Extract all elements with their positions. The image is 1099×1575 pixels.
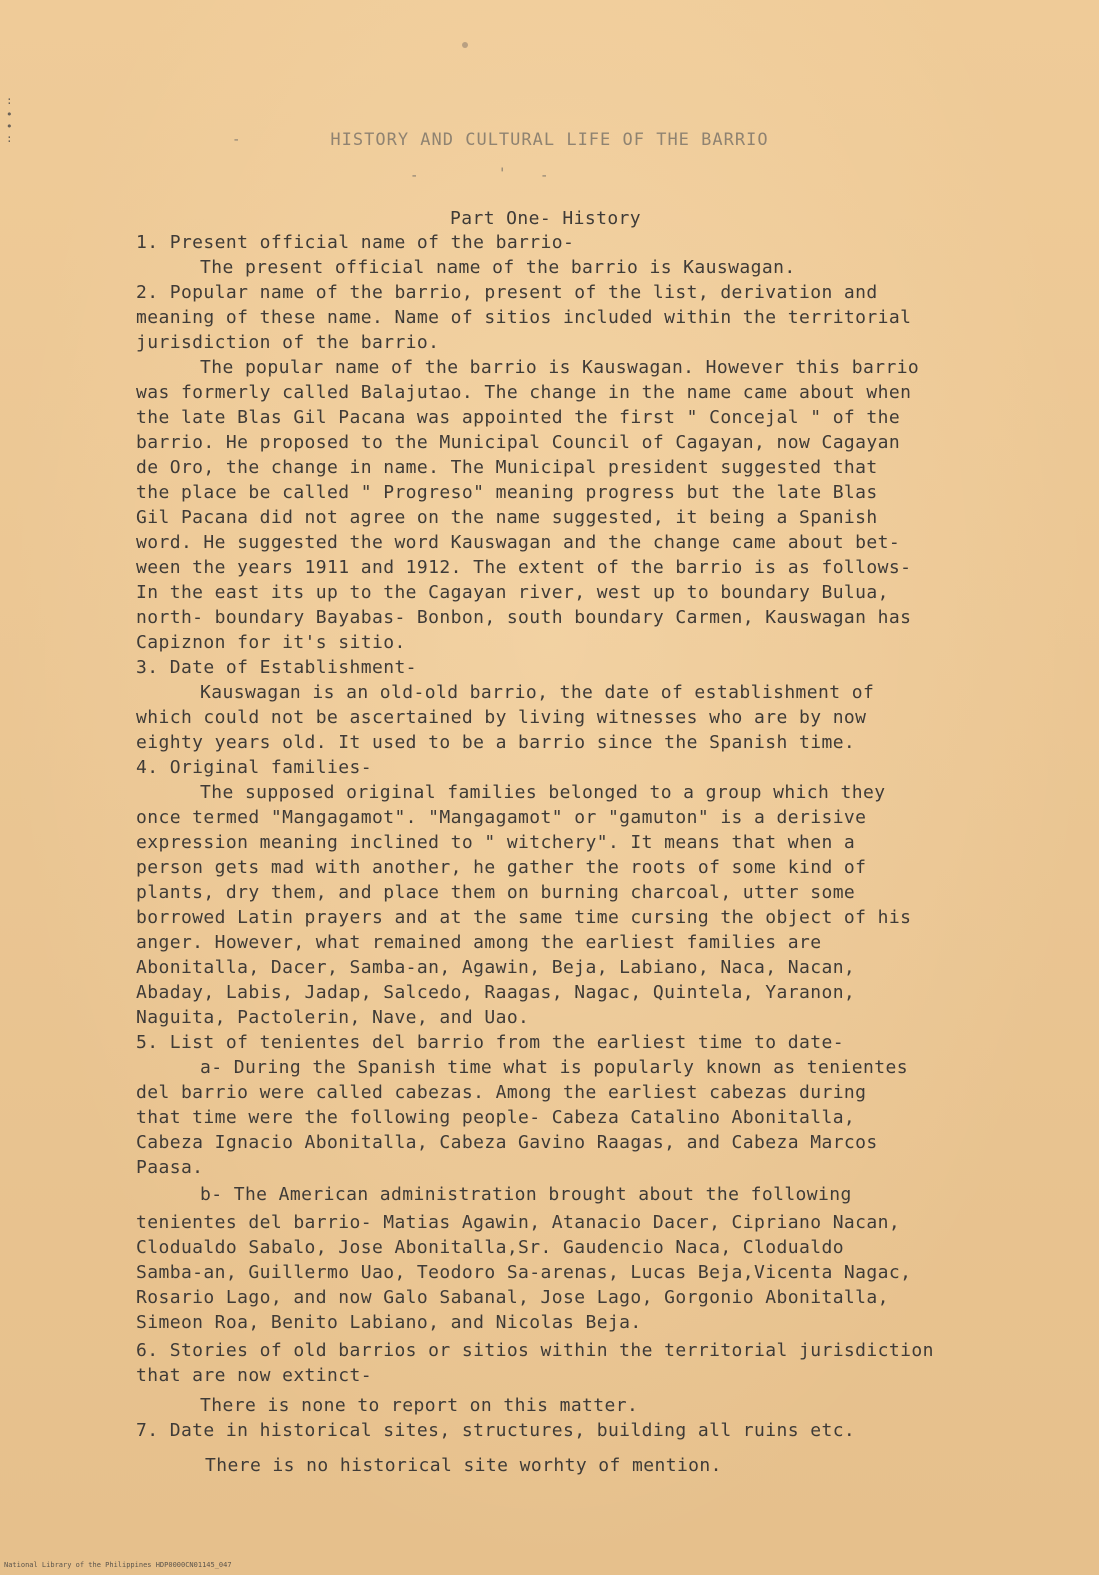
punch-mark <box>462 42 468 48</box>
paragraph-line: anger. However, what remained among the earliest families are <box>136 932 822 953</box>
paragraph-line: eighty years old. It used to be a barrio since the Spanish time. <box>136 732 856 753</box>
margin-mark: : <box>6 94 13 107</box>
paragraph-line: plants, dry them, and place them on burning charcoal, utter some <box>136 882 856 903</box>
dash-mark: - <box>540 168 549 184</box>
paragraph-line: ween the years 1911 and 1912. The extent of the barrio is as follows- <box>136 557 912 578</box>
paragraph-line: Clodualdo Sabalo, Jose Abonitalla,Sr. Gaudencio Naca, Clodualdo <box>136 1237 844 1258</box>
paragraph-line: There is no historical site worhty of mention. <box>205 1455 722 1476</box>
paragraph-line: barrio. He proposed to the Municipal Council of Cagayan, now Cagayan <box>136 432 901 453</box>
document-title: HISTORY AND CULTURAL LIFE OF THE BARRIO <box>330 130 769 150</box>
paragraph-line: which could not be ascertained by living witnesses who are by now <box>136 707 867 728</box>
margin-mark: : <box>6 132 13 145</box>
paragraph-line: Naguita, Pactolerin, Nave, and Uao. <box>136 1007 530 1028</box>
paragraph-line: del barrio were called cabezas. Among the earliest cabezas during <box>136 1082 867 1103</box>
margin-mark: • <box>6 120 13 133</box>
margin-mark: • <box>6 108 13 121</box>
section-heading: 1. Present official name of the barrio- <box>136 232 575 253</box>
paragraph-line: the late Blas Gil Pacana was appointed the first " Concejal " of the <box>136 407 901 428</box>
paragraph-line: Cabeza Ignacio Abonitalla, Cabeza Gavino Raagas, and Cabeza Marcos <box>136 1132 878 1153</box>
paragraph-line: tenientes del barrio- Matias Agawin, Atanacio Dacer, Cipriano Nacan, <box>136 1212 901 1233</box>
paragraph-line: b- The American administration brought about the following <box>200 1184 852 1205</box>
paragraph-line: a- During the Spanish time what is popularly known as tenientes <box>200 1057 908 1078</box>
paragraph-line: Abaday, Labis, Jadap, Salcedo, Raagas, Nagac, Quintela, Yaranon, <box>136 982 856 1003</box>
paragraph-line: north- boundary Bayabas- Bonbon, south boundary Carmen, Kauswagan has <box>136 607 912 628</box>
dash-mark: - <box>232 132 241 148</box>
section-heading: 2. Popular name of the barrio, present of the list, derivation and <box>136 282 878 303</box>
paragraph-line: The present official name of the barrio is Kauswagan. <box>200 257 796 278</box>
section-heading: 6. Stories of old barrios or sitios within the territorial jurisdiction <box>136 1340 934 1361</box>
paragraph-line: the place be called " Progreso" meaning progress but the late Blas <box>136 482 878 503</box>
paragraph-line: that time were the following people- Cabeza Catalino Abonitalla, <box>136 1107 856 1128</box>
archive-footer: National Library of the Philippines HDP0000CN01145_047 <box>4 1561 232 1569</box>
paragraph-line: was formerly called Balajutao. The change in the name came about when <box>136 382 912 403</box>
dash-mark: ' <box>498 166 507 182</box>
section-heading: 3. Date of Establishment- <box>136 657 417 678</box>
paragraph-line: There is none to report on this matter. <box>200 1395 639 1416</box>
paragraph-line: that are now extinct- <box>136 1365 372 1386</box>
paragraph-line: meaning of these name. Name of sitios included within the territorial <box>136 307 912 328</box>
section-heading: 7. Date in historical sites, structures, building all ruins etc. <box>136 1420 856 1441</box>
section-heading: 4. Original families- <box>136 757 372 778</box>
paragraph-line: word. He suggested the word Kauswagan and the change came about bet- <box>136 532 901 553</box>
paragraph-line: Simeon Roa, Benito Labiano, and Nicolas Beja. <box>136 1312 642 1333</box>
paragraph-line: Rosario Lago, and now Galo Sabanal, Jose Lago, Gorgonio Abonitalla, <box>136 1287 889 1308</box>
paragraph-line: borrowed Latin prayers and at the same time cursing the object of his <box>136 907 912 928</box>
paragraph-line: Gil Pacana did not agree on the name suggested, it being a Spanish <box>136 507 878 528</box>
section-heading: 5. List of tenientes del barrio from the earliest time to date- <box>136 1032 844 1053</box>
paragraph-line: person gets mad with another, he gather the roots of some kind of <box>136 857 867 878</box>
paragraph-line: expression meaning inclined to " witchery". It means that when a <box>136 832 856 853</box>
paragraph-line: The supposed original families belonged to a group which they <box>200 782 886 803</box>
paragraph-line: In the east its up to the Cagayan river, west up to boundary Bulua, <box>136 582 889 603</box>
dash-mark: - <box>410 168 419 184</box>
paragraph-line: Samba-an, Guillermo Uao, Teodoro Sa-arenas, Lucas Beja,Vicenta Nagac, <box>136 1262 912 1283</box>
part-heading: Part One- History <box>450 208 642 229</box>
paragraph-line: Abonitalla, Dacer, Samba-an, Agawin, Beja, Labiano, Naca, Nacan, <box>136 957 856 978</box>
paragraph-line: Paasa. <box>136 1157 204 1178</box>
paragraph-line: jurisdiction of the barrio. <box>136 332 440 353</box>
paragraph-line: Capiznon for it's sitio. <box>136 632 406 653</box>
paragraph-line: Kauswagan is an old-old barrio, the date of establishment of <box>200 682 875 703</box>
paragraph-line: once termed "Mangagamot". "Mangagamot" or "gamuton" is a derisive <box>136 807 867 828</box>
paragraph-line: The popular name of the barrio is Kauswagan. However this barrio <box>200 357 920 378</box>
paragraph-line: de Oro, the change in name. The Municipal president suggested that <box>136 457 878 478</box>
